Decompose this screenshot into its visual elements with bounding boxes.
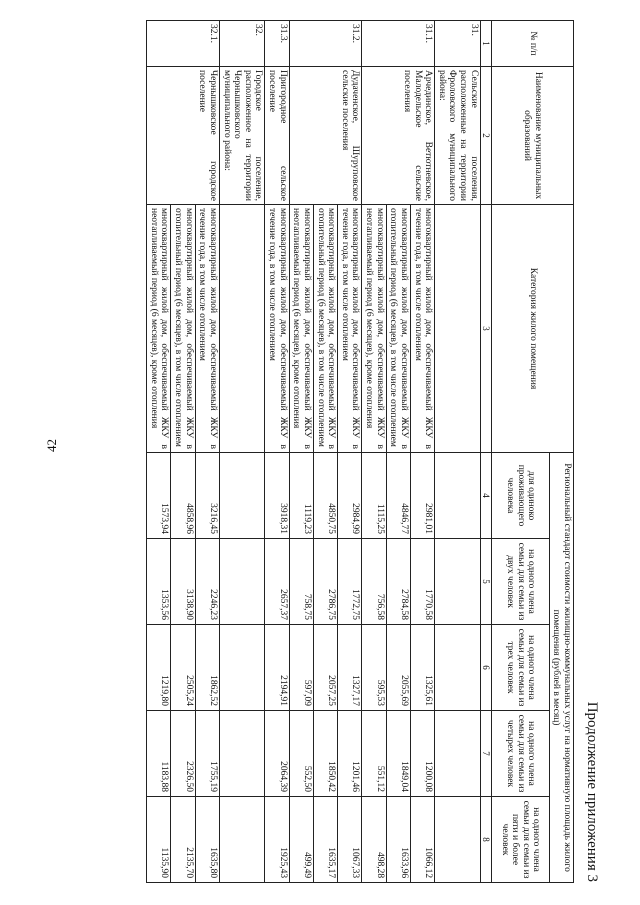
row-number: 31.2. [289, 21, 362, 67]
municipality-name: Чернышковское городское поселение [147, 67, 220, 205]
value-cell: 1862,52 [195, 625, 219, 711]
category-cell: многоквартирный жилой дом, обеспечиваемый ЖКУ в отопительный период (6 месяцев), в том числе отоплением [313, 205, 337, 453]
value-cell: 1573,94 [147, 453, 171, 539]
value-cell: 3138,90 [171, 539, 195, 625]
value-cell: 1200,08 [410, 711, 434, 797]
col-index: 1 [480, 21, 491, 67]
value-cell: 1325,61 [410, 625, 434, 711]
row-number: 31.3. [265, 21, 289, 67]
value-cell: 1201,46 [338, 711, 362, 797]
category-cell: многоквартирный жилой дом, обеспечиваемый ЖКУ в отопительный период (6 месяцев), в том числе отоплением [386, 205, 410, 453]
value-cell: 2657,37 [265, 539, 289, 625]
value-cell: 2055,69 [386, 625, 410, 711]
table-row [265, 21, 289, 883]
row-number: 31. [435, 21, 481, 67]
continuation-title: Продолжение приложения 3 [584, 701, 600, 882]
value-cell: 1067,33 [338, 797, 362, 883]
col-index: 7 [480, 711, 491, 797]
value-cell: 1066,12 [410, 797, 434, 883]
table-row [410, 21, 434, 883]
row-number: 31.1. [362, 21, 435, 67]
value-cell: 1925,43 [265, 797, 289, 883]
value-cell: 1219,80 [147, 625, 171, 711]
header-col4: для одиноко проживающего человека [491, 453, 549, 539]
table-row [435, 21, 481, 883]
value-cell: 758,75 [289, 539, 313, 625]
row-number: 32. [219, 21, 265, 67]
value-cell: 1135,90 [147, 797, 171, 883]
header-col7: на одного члена семьи для семьи из четырех человек [491, 711, 549, 797]
category-cell: многоквартирный жилой дом, обеспечиваемый ЖКУ в неотапливаемый период (6 месяцев), кроме отопления [289, 205, 313, 453]
value-cell: 4850,75 [313, 453, 337, 539]
value-cell: 2246,23 [195, 539, 219, 625]
table-row [195, 21, 219, 883]
value-cell: 2064,39 [265, 711, 289, 797]
value-cell: 1755,19 [195, 711, 219, 797]
value-cell: 499,49 [289, 797, 313, 883]
value-cell: 1635,80 [195, 797, 219, 883]
category-cell: многоквартирный жилой дом, обеспечиваемый ЖКУ в течение года, в том числе отоплением [265, 205, 289, 453]
row-number: 32.1. [147, 21, 220, 67]
table-row [219, 21, 265, 883]
value-cell: 1633,96 [386, 797, 410, 883]
col-index: 2 [480, 67, 491, 205]
value-cell: 1183,88 [147, 711, 171, 797]
value-cell: 756,58 [362, 539, 386, 625]
header-col8: на одного члена семьи для семьи из пяти и более человек [491, 797, 549, 883]
category-cell: многоквартирный жилой дом, обеспечиваемый ЖКУ в течение года, в том числе отоплением [410, 205, 434, 453]
header-no: № п/п [491, 21, 573, 67]
value-cell: 1770,58 [410, 539, 434, 625]
header-col5: на одного члена семьи для семьи из двух человек [491, 539, 549, 625]
value-cell: 1850,42 [313, 711, 337, 797]
header-row-1 [549, 21, 573, 883]
category-cell: многоквартирный жилой дом, обеспечиваемый ЖКУ в течение года, в том числе отоплением [195, 205, 219, 453]
municipality-name: Городское поселение, расположенное на территории Чернышковского муниципального района: [219, 67, 265, 205]
municipality-name: Дудаченское, Шуруповское сельские поселения [289, 67, 362, 205]
value-cell: 2984,99 [338, 453, 362, 539]
value-cell: 551,12 [362, 711, 386, 797]
value-cell: 498,28 [362, 797, 386, 883]
col-index: 8 [480, 797, 491, 883]
value-cell: 552,50 [289, 711, 313, 797]
value-cell: 4858,96 [171, 453, 195, 539]
value-cell: 2786,75 [313, 539, 337, 625]
column-index-row [480, 21, 491, 883]
col-index: 6 [480, 625, 491, 711]
value-cell: 1353,56 [147, 539, 171, 625]
municipality-name: Пригородное сельское поселение [265, 67, 289, 205]
value-cell: 597,09 [289, 625, 313, 711]
value-cell: 1119,23 [289, 453, 313, 539]
header-municipality: Наименование муниципальных образований [491, 67, 573, 205]
value-cell: 2784,58 [386, 539, 410, 625]
value-cell: 1635,17 [313, 797, 337, 883]
value-cell: 1772,75 [338, 539, 362, 625]
rotated-page [60, 20, 600, 882]
col-index: 4 [480, 453, 491, 539]
category-cell: многоквартирный жилой дом, обеспечиваемый ЖКУ в неотапливаемый период (6 месяцев), кроме отопления [362, 205, 386, 453]
value-cell: 1115,25 [362, 453, 386, 539]
value-cell: 2505,24 [171, 625, 195, 711]
value-cell: 1849,04 [386, 711, 410, 797]
municipality-name: Сельские поселения, расположенные на территории Фроловского муниципального района: [435, 67, 481, 205]
municipality-name: Арчединское, Ветютневское, Малодельское сельские поселения [362, 67, 435, 205]
table-row [338, 21, 362, 883]
value-cell: 2326,50 [171, 711, 195, 797]
header-standard: Региональный стандарт стоимости жилищно-коммунальных услуг на нормативную площадь жилого помещения (рублей в месяц) [549, 453, 573, 883]
value-cell: 2057,25 [313, 625, 337, 711]
header-col6: на одного члена семьи для семьи из трех человек [491, 625, 549, 711]
category-cell: многоквартирный жилой дом, обеспечиваемый ЖКУ в неотапливаемый период (6 месяцев), кроме отопления [147, 205, 171, 453]
value-cell: 3918,31 [265, 453, 289, 539]
page-number: 42 [44, 439, 59, 452]
col-index: 5 [480, 539, 491, 625]
value-cell: 2194,91 [265, 625, 289, 711]
value-cell: 3216,45 [195, 453, 219, 539]
header-category: Категория жилого помещения [491, 205, 573, 453]
value-cell: 4846,77 [386, 453, 410, 539]
value-cell: 595,53 [362, 625, 386, 711]
category-cell: многоквартирный жилой дом, обеспечиваемый ЖКУ в отопительный период (6 месяцев), в том числе отоплением [171, 205, 195, 453]
value-cell: 2981,01 [410, 453, 434, 539]
category-cell: многоквартирный жилой дом, обеспечиваемый ЖКУ в течение года, в том числе отоплением [338, 205, 362, 453]
standards-table [146, 20, 574, 883]
col-index: 3 [480, 205, 491, 453]
value-cell: 2135,70 [171, 797, 195, 883]
value-cell: 1327,17 [338, 625, 362, 711]
